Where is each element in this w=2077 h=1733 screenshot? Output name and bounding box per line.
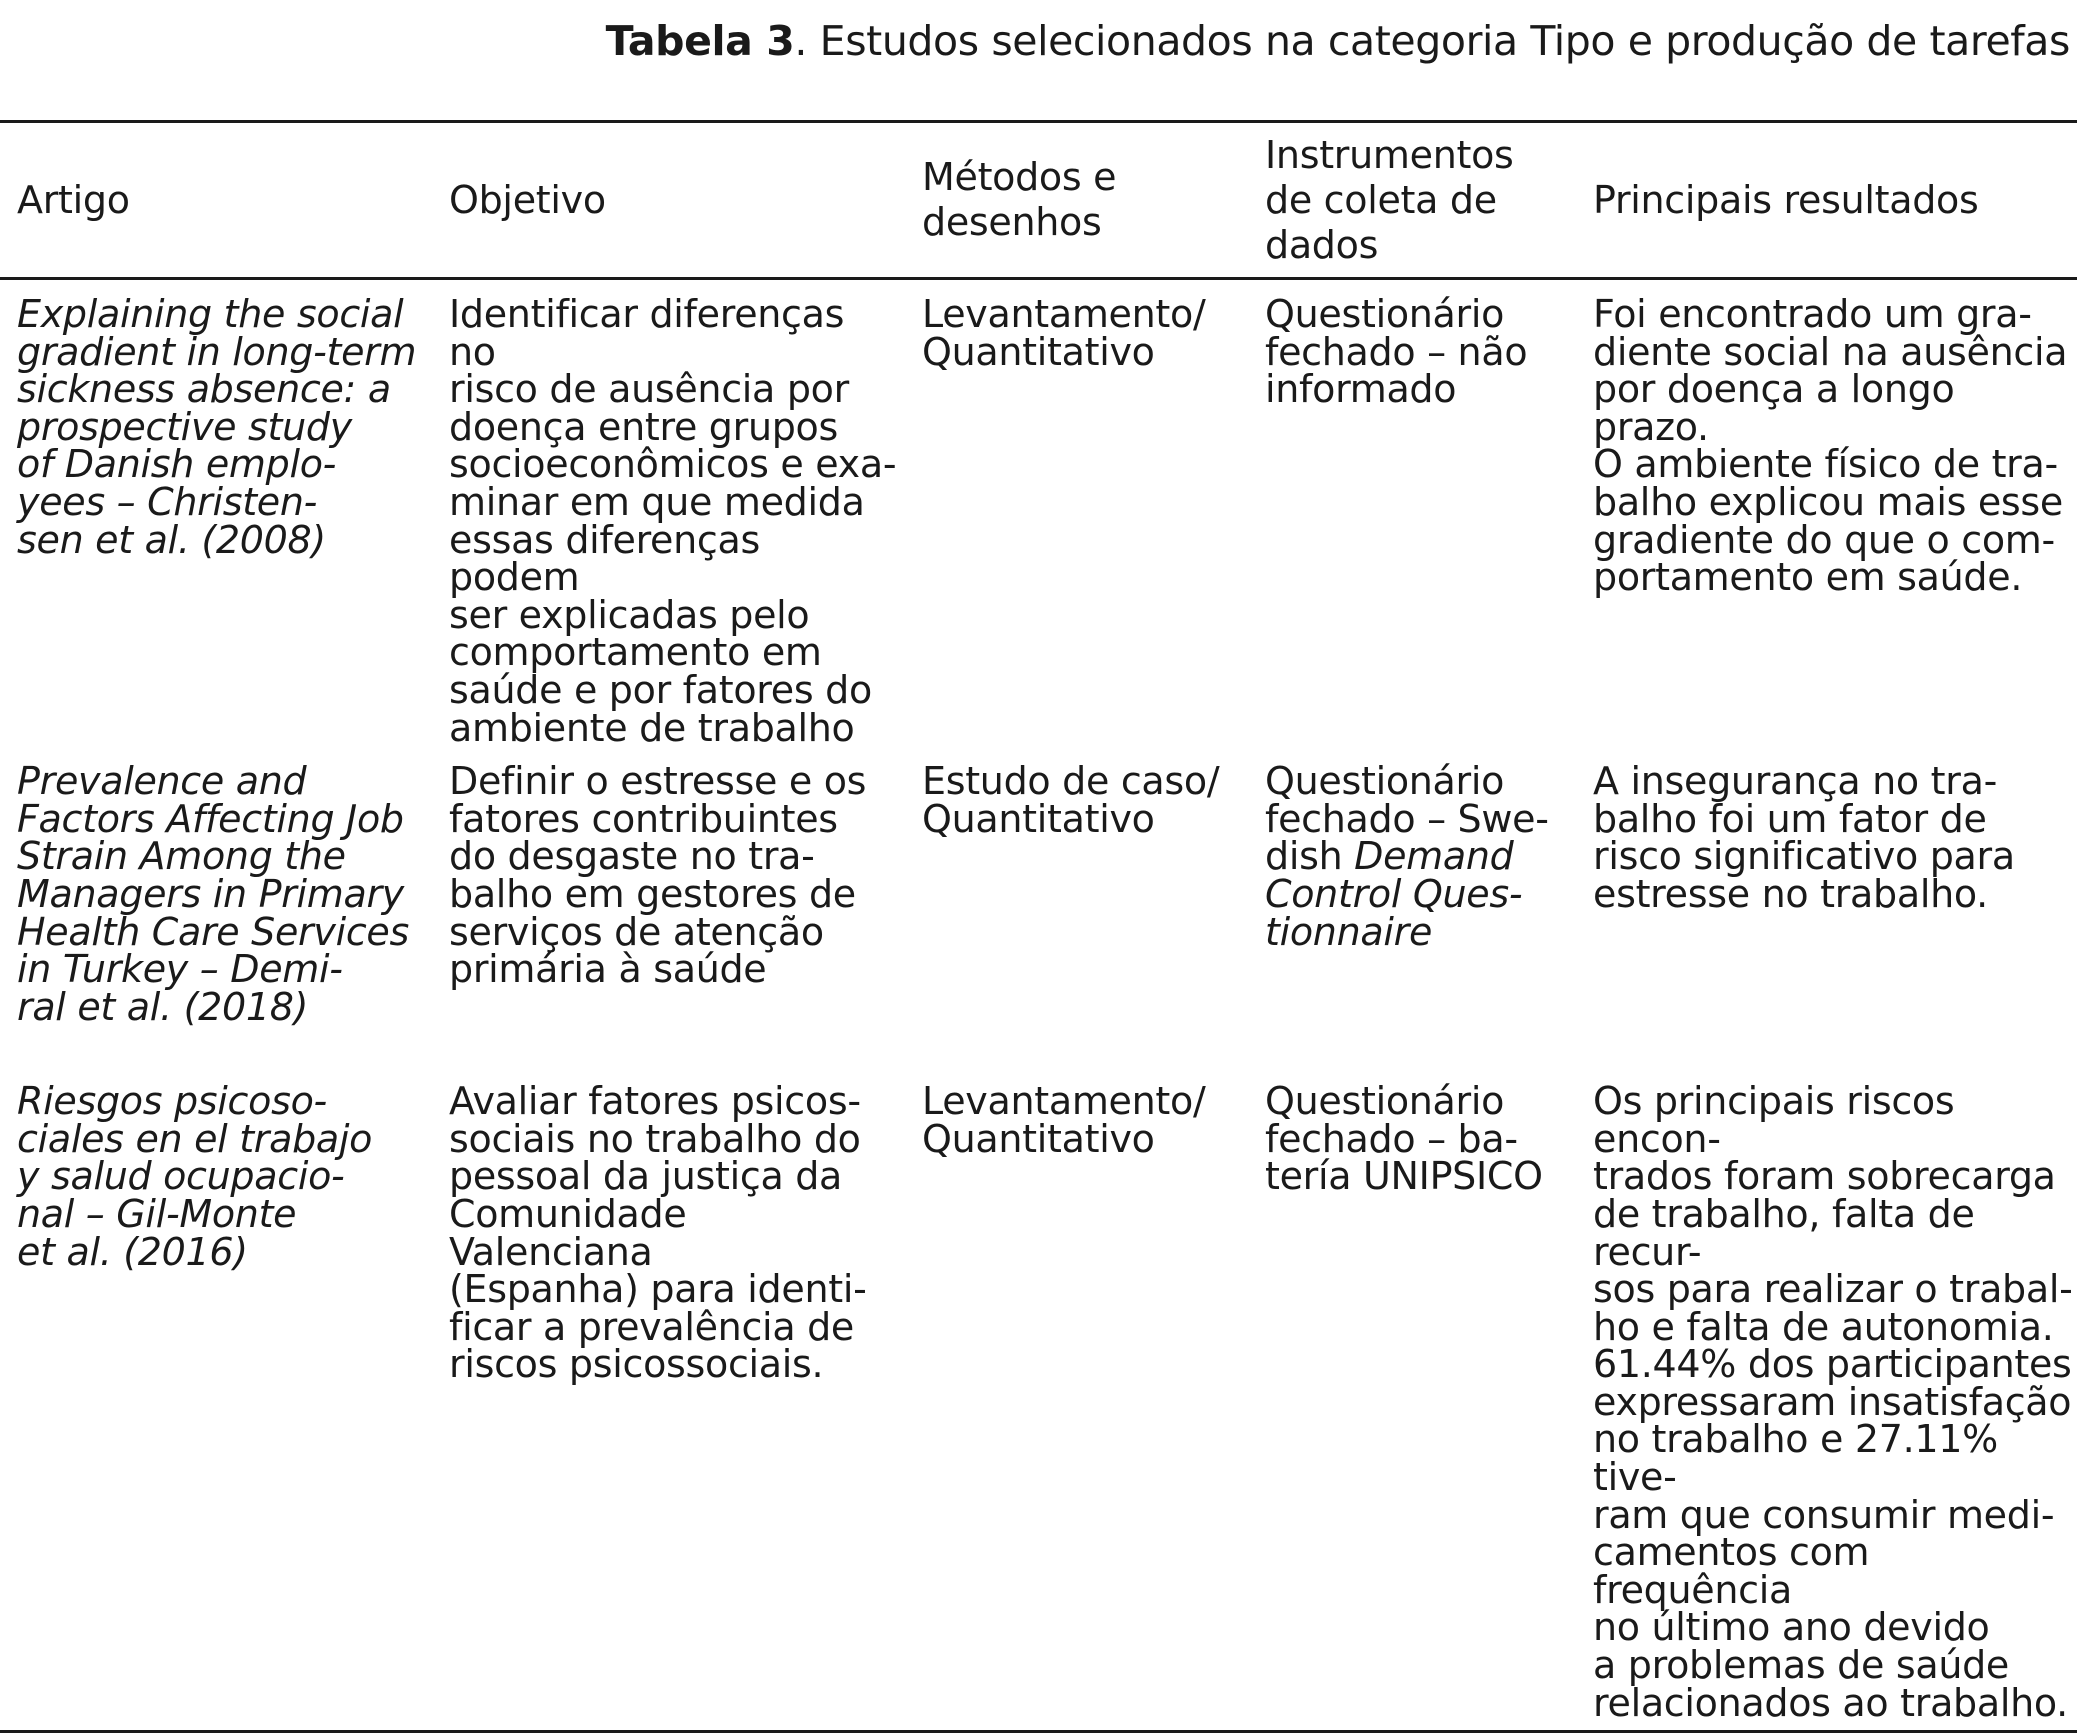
cell-artigo: Explaining the social gradient in long-term sickness absence: a prospective study of Danish emplo- yees – Christen- sen et al. (2008)	[17, 292, 417, 562]
header-objetivo: Objetivo	[432, 122, 905, 279]
cell-objetivo: Avaliar fatores psicos- sociais no trabalho do pessoal da justiça da Comunidade Valenciana (Espanha) para identi- ficar a prevalência de riscos psicossociais.	[449, 1079, 867, 1387]
cell-metodos: Estudo de caso/ Quantitativo	[922, 759, 1220, 841]
instrumentos-plain: Questionário fechado – Swe- dish	[1265, 759, 1549, 879]
header-artigo: Artigo	[0, 122, 432, 279]
cell-instrumentos: Questionário fechado – ba- tería UNIPSICO	[1265, 1079, 1543, 1199]
cell-resultados: Foi encontrado um gra- diente social na ausência por doença a longo prazo. O ambiente físico de tra- balho explicou mais esse gradiente do que o com- portamento em saúde.	[1593, 292, 2068, 600]
cell-artigo: Prevalence and Factors Affecting Job Strain Among the Managers in Primary Health Care Services in Turkey – Demi- ral et al. (2018)	[17, 759, 409, 1029]
cell-metodos: Levantamento/ Quantitativo	[922, 1079, 1206, 1161]
cell-objetivo: Identificar diferenças no risco de ausência por doença entre grupos socioeconômicos e exa- minar em que medida essas diferenças podem ser explicadas pelo comportamento em saúde e por fatores do ambiente de trabalho	[449, 292, 897, 750]
instrumentos-italic: Demand Control Ques- tionnaire	[1265, 834, 1523, 954]
cell-instrumentos: Questionário fechado – não informado	[1265, 292, 1528, 412]
header-resultados: Principais resultados	[1576, 122, 2077, 279]
table-caption	[606, 14, 2070, 68]
cell-resultados: Os principais riscos encon- trados foram sobrecarga de trabalho, falta de recur- sos para realizar o trabal- ho e falta de autonomia. 61.44% dos participantes expressaram insatisfação no trabalho e 27.11% tive- ram que consumir medi- camentos com frequência no último ano devido a problemas de saúde relacionados ao trabalho.	[1593, 1079, 2073, 1725]
header-metodos: Métodos e desenhos	[905, 122, 1248, 279]
caption-text: . Estudos selecionados na categoria Tipo e produção de tarefas	[794, 17, 2070, 65]
header-instrumentos: Instrumentos de coleta de dados	[1248, 122, 1576, 279]
caption-label: Tabela 3	[605, 17, 795, 65]
cell-resultados: A insegurança no tra- balho foi um fator de risco significativo para estresse no trabalho.	[1593, 759, 2015, 916]
table-row	[0, 279, 2077, 748]
cell-artigo: Riesgos psicoso- ciales en el trabajo y salud ocupacio- nal – Gil-Monte et al. (2016)	[17, 1079, 373, 1274]
header-row	[0, 122, 2077, 279]
cell-objetivo: Definir o estresse e os fatores contribuintes do desgaste no tra- balho em gestores de serviços de atenção primária à saúde	[449, 759, 867, 992]
studies-table	[0, 120, 2077, 1733]
cell-metodos: Levantamento/ Quantitativo	[922, 292, 1206, 374]
table-row	[0, 747, 2077, 1067]
cell-instrumentos	[1248, 747, 1576, 1067]
table-row	[0, 1067, 2077, 1732]
